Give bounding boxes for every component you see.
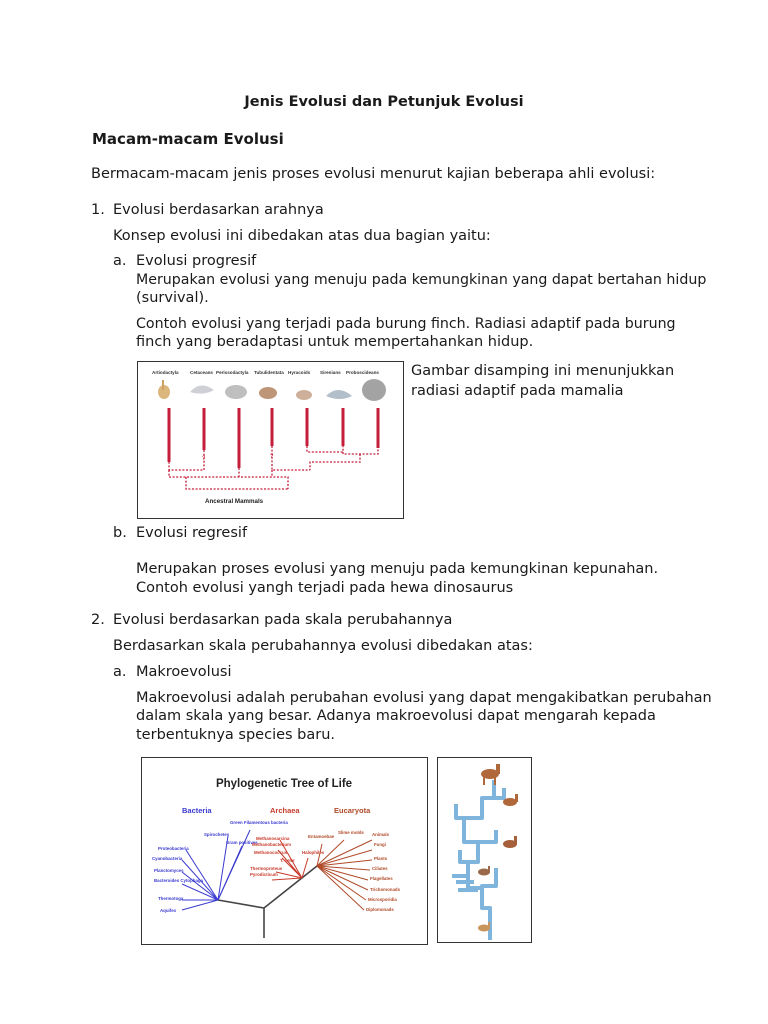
item1b-line1: Merupakan proses evolusi yang menuju pada kemungkinan kepunahan. — [136, 561, 659, 577]
item2-number: 2. — [91, 612, 105, 628]
horse-icon — [478, 922, 490, 932]
item1b-label: b. — [113, 525, 127, 541]
tree-title: Phylogenetic Tree of Life — [215, 778, 353, 790]
taxon-label: Plants — [374, 856, 388, 861]
taxon-label: Green Filamentous bacteria — [230, 820, 288, 825]
intro-text: Bermacam-macam jenis proses evolusi menurut kajian beberapa ahli evolusi: — [91, 166, 656, 182]
group-label: Sirenians — [320, 370, 341, 375]
item1a-heading: Evolusi progresif — [136, 253, 257, 269]
animal-illustrations — [158, 379, 386, 401]
taxon-label: Planctomyces — [154, 868, 184, 873]
taxon-label: Flagellates — [370, 876, 393, 881]
group-label: Artiodactyla — [152, 370, 179, 375]
taxon-label: Slime molds — [338, 830, 364, 835]
item2a-line2: dalam skala yang besar. Adanya makroevolusi dapat mengarah kepada — [136, 708, 656, 724]
domain-archaea: Archaea — [270, 806, 300, 815]
taxon-label: Aquifex — [160, 908, 177, 913]
item2a-heading: Makroevolusi — [136, 664, 232, 680]
figure-caption-line2: radiasi adaptif pada mamalia — [411, 383, 624, 399]
horse-icon — [478, 866, 490, 876]
taxon-label: Ciliates — [372, 866, 388, 871]
root-label: Ancestral Mammals — [205, 498, 264, 505]
taxon-label: Thermoproteus — [250, 866, 283, 871]
taxon-label: Spirochetes — [204, 832, 230, 837]
item1-heading: Evolusi berdasarkan arahnya — [113, 202, 324, 218]
item1a-p1-line2: (survival). — [136, 290, 209, 306]
taxon-label: Methanococcus — [254, 850, 288, 855]
item2a-line3: terbentuknya species baru. — [136, 727, 336, 743]
taxon-label: T. celer — [280, 858, 295, 863]
page-title: Jenis Evolusi dan Petunjuk Evolusi — [244, 94, 524, 110]
section-heading: Macam-macam Evolusi — [92, 130, 284, 148]
group-label: Proboscideans — [346, 370, 379, 375]
group-label: Perissodactyla — [216, 370, 249, 375]
taxon-label: Methanobacterium — [252, 842, 292, 847]
taxon-label: Diplomonads — [366, 907, 394, 912]
taxon-label: Pyrodicticum — [250, 872, 278, 877]
item1b-line2: Contoh evolusi yangh terjadi pada hewa dinosaurus — [136, 580, 514, 596]
taxon-label: Animals — [372, 832, 390, 837]
taxon-label: Fungi — [374, 842, 386, 847]
item1a-p2-line1: Contoh evolusi yang terjadi pada burung finch. Radiasi adaptif pada burung — [136, 316, 676, 332]
item2-intro: Berdasarkan skala perubahannya evolusi dibedakan atas: — [113, 638, 533, 654]
taxon-label: Microsporidia — [368, 897, 397, 902]
horse-icon — [503, 836, 517, 848]
taxon-label: Cyanobacteria — [152, 856, 183, 861]
taxon-label: Bacteroides Cytophaga — [154, 878, 204, 883]
item2-heading: Evolusi berdasarkan pada skala perubahannya — [113, 612, 453, 628]
figure-caption-line1: Gambar disamping ini menunjukkan — [411, 363, 675, 379]
item1a-label: a. — [113, 253, 127, 269]
horse-icon — [481, 764, 500, 785]
taxon-label: Proteobacteria — [158, 846, 189, 851]
taxon-label: Methanosarcina — [256, 836, 290, 841]
phylogenetic-tree-figure — [141, 757, 428, 945]
taxon-label: Trichomonads — [370, 887, 401, 892]
taxon-label: Thermotoga — [158, 896, 184, 901]
taxon-label: Halophiles — [302, 850, 325, 855]
item1b-heading: Evolusi regresif — [136, 525, 248, 541]
item2a-label: a. — [113, 664, 127, 680]
item1a-p1-line1: Merupakan evolusi yang menuju pada kemungkinan yang dapat bertahan hidup — [136, 272, 707, 288]
taxon-label: Entamoebae — [308, 834, 335, 839]
taxon-label: Gram positives — [226, 840, 258, 845]
item2a-line1: Makroevolusi adalah perubahan evolusi yang dapat mengakibatkan perubahan — [136, 690, 712, 706]
group-label: Hyracoids — [288, 370, 311, 375]
group-label: Tubulidentata — [254, 370, 284, 375]
domain-bacteria: Bacteria — [182, 806, 212, 815]
item1-number: 1. — [91, 202, 105, 218]
group-label: Cetaceans — [190, 370, 213, 375]
question-mark: ? — [202, 456, 206, 462]
item1-intro: Konsep evolusi ini dibedakan atas dua bagian yaitu: — [113, 228, 491, 244]
mammal-radiation-figure — [137, 361, 404, 519]
horse-evolution-figure — [437, 757, 532, 943]
item1a-p2-line2: finch yang beradaptasi untuk mempertahankan hidup. — [136, 334, 534, 350]
domain-eucaryota: Eucaryota — [334, 806, 371, 815]
question-mark: ? — [270, 454, 274, 460]
